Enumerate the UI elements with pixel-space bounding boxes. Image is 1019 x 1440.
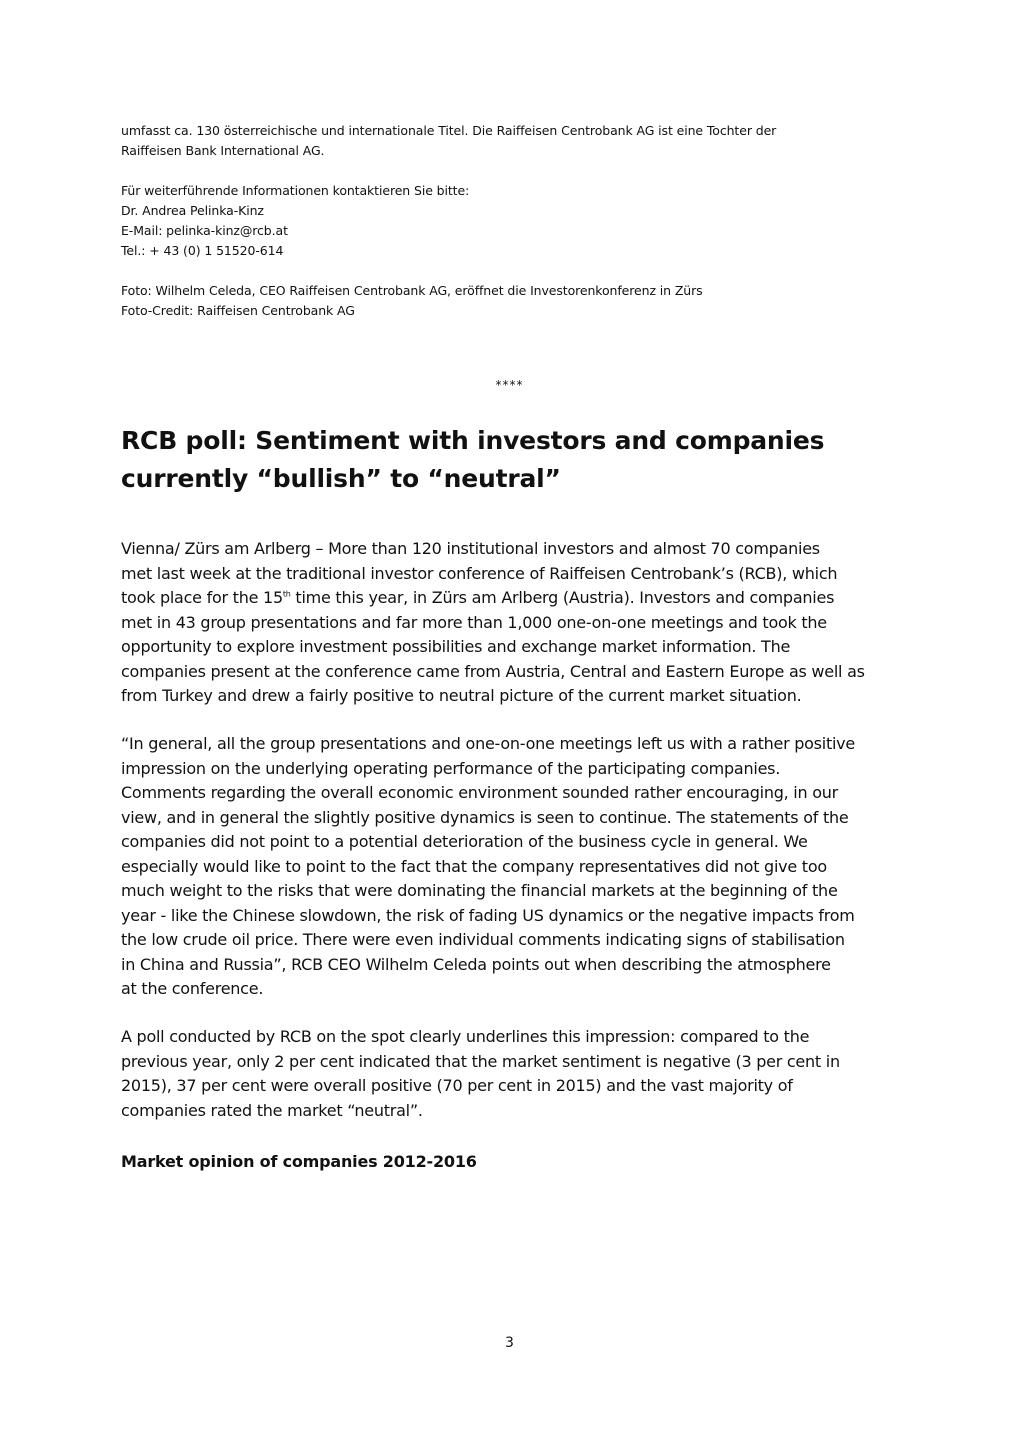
section-separator: ****: [495, 378, 524, 392]
paragraph-line: 2015), 37 per cent were overall positive (70 per cent in 2015) and the vast majority of: [121, 1076, 793, 1095]
paragraph-line: year - like the Chinese slowdown, the risk of fading US dynamics or the negative impacts from: [121, 905, 855, 925]
paragraph-line: from Turkey and drew a fairly positive to neutral picture of the current market situation.: [121, 686, 802, 705]
paragraph-line: met last week at the traditional investor conference of Raiffeisen Centrobank’s (RCB), which: [121, 563, 838, 583]
contact-phone: Tel.: + 43 (0) 1 51520-614: [121, 243, 284, 258]
paragraph-1: [121, 537, 901, 709]
ordinal-superscript: th: [282, 589, 291, 599]
paragraph-line: in China and Russia”, RCB CEO Wilhelm Celeda points out when describing the atmosphere: [121, 954, 831, 974]
text-segment: time this year, in Zürs am Arlberg (Austria). Investors and companies: [290, 588, 835, 607]
page-number: 3: [505, 1335, 514, 1351]
paragraph-line: companies present at the conference came from Austria, Central and Eastern Europe as well as: [121, 661, 865, 681]
paragraph-line: met in 43 group presentations and far more than 1,000 one-on-one meetings and took the: [121, 612, 827, 632]
paragraph-line: companies rated the market “neutral”.: [121, 1100, 423, 1120]
intro-paragraph: [121, 121, 901, 161]
photo-caption: Foto: Wilhelm Celeda, CEO Raiffeisen Centrobank AG, eröffnet die Investorenkonferenz in Zürs: [121, 283, 703, 298]
paragraph-line: Vienna/ Zürs am Arlberg – More than 120 institutional investors and almost 70 companies: [121, 539, 820, 558]
paragraph-2: [121, 732, 901, 1002]
contact-name: Dr. Andrea Pelinka-Kinz: [121, 203, 264, 218]
paragraph-line: [121, 586, 901, 611]
paragraph-line: “In general, all the group presentations and one-on-one meetings left us with a rather positive: [121, 734, 855, 753]
headline-line: RCB poll: Sentiment with investors and companies: [121, 426, 825, 455]
contact-intro: Für weiterführende Informationen kontaktieren Sie bitte:: [121, 183, 470, 198]
intro-line: Raiffeisen Bank International AG.: [121, 143, 325, 158]
photo-caption-block: [121, 281, 901, 321]
section-subheading: Market opinion of companies 2012-2016: [121, 1152, 477, 1171]
paragraph-line: Comments regarding the overall economic environment sounded rather encouraging, in our: [121, 783, 838, 802]
paragraph-line: much weight to the risks that were dominating the financial markets at the beginning of the: [121, 881, 838, 900]
paragraph-line: opportunity to explore investment possibilities and exchange market information. The: [121, 637, 791, 656]
paragraph-line: companies did not point to a potential deterioration of the business cycle in general. We: [121, 832, 808, 851]
paragraph-line: especially would like to point to the fact that the company representatives did not give too: [121, 856, 827, 876]
paragraph-line: impression on the underlying operating performance of the participating companies.: [121, 758, 781, 778]
article-headline: [121, 422, 901, 498]
paragraph-line: previous year, only 2 per cent indicated that the market sentiment is negative (3 per cent in: [121, 1051, 840, 1071]
headline-line: currently “bullish” to “neutral”: [121, 464, 561, 493]
paragraph-3: [121, 1025, 901, 1123]
paragraph-line: view, and in general the slightly positive dynamics is seen to continue. The statements of the: [121, 807, 849, 827]
paragraph-line: the low crude oil price. There were even individual comments indicating signs of stabilisation: [121, 930, 845, 949]
paragraph-line: A poll conducted by RCB on the spot clearly underlines this impression: compared to the: [121, 1027, 810, 1046]
contact-email: E-Mail: pelinka-kinz@rcb.at: [121, 223, 288, 238]
contact-block: [121, 181, 901, 261]
paragraph-line: at the conference.: [121, 979, 264, 998]
intro-line: umfasst ca. 130 österreichische und internationale Titel. Die Raiffeisen Centrobank AG ist eine Tochter der: [121, 123, 777, 138]
text-segment: took place for the 15: [121, 588, 283, 607]
photo-credit: Foto-Credit: Raiffeisen Centrobank AG: [121, 303, 355, 318]
